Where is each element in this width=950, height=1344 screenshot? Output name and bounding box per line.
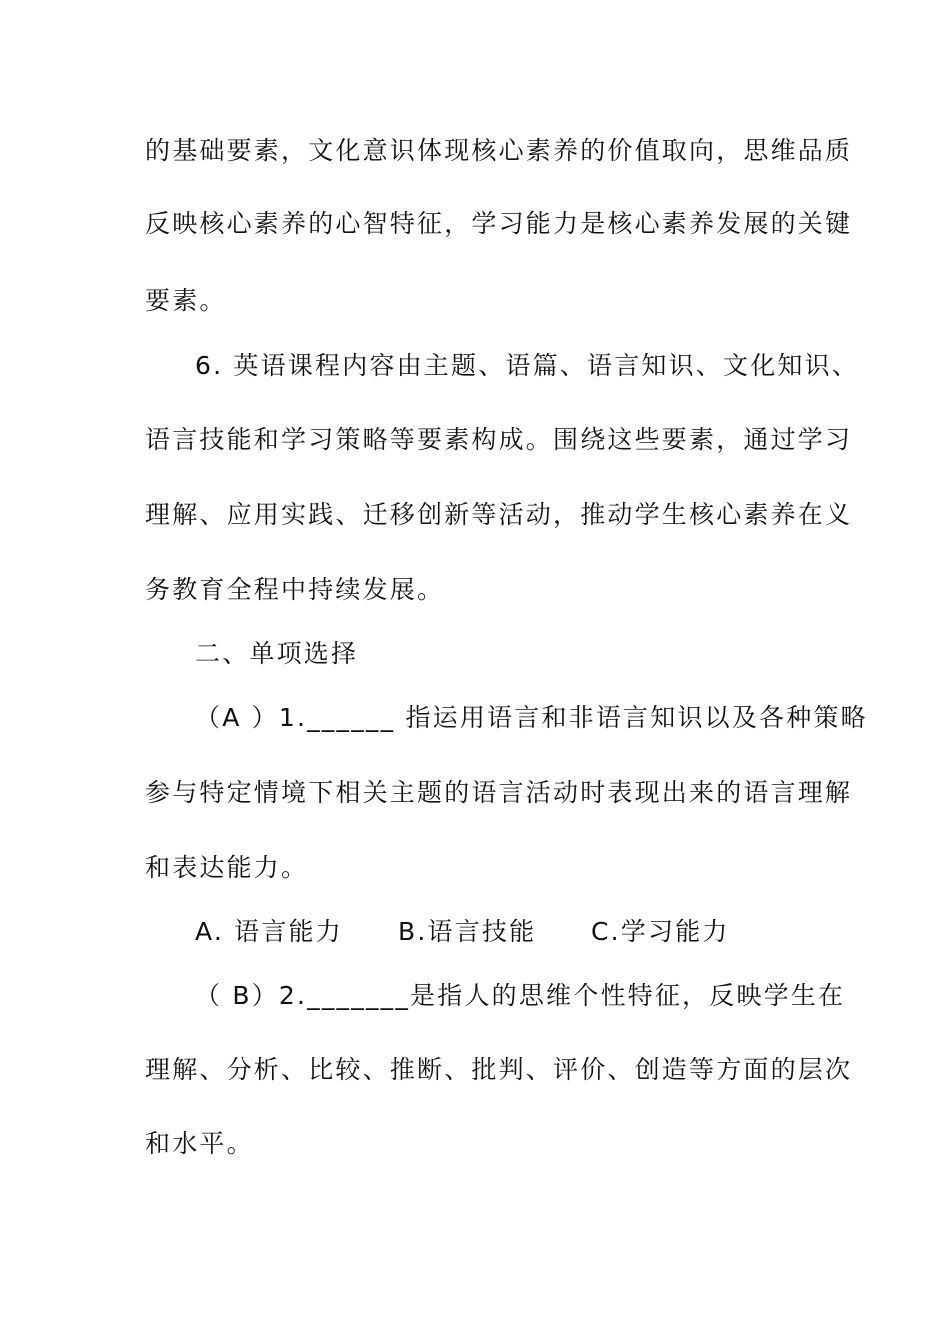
item-6-first-line: 6. 英语课程内容由主题、语篇、语言知识、文化知识、 xyxy=(195,351,860,380)
text-line: 反映核心素养的心智特征，学习能力是核心素养发展的关键 xyxy=(145,209,853,238)
text-line: 理解、应用实践、迁移创新等活动，推动学生核心素养在义 xyxy=(145,500,853,529)
question-2: （ B）2._______是指人的思维个性特征，反映学生在 xyxy=(195,981,846,1010)
text-line: 和表达能力。 xyxy=(145,853,309,882)
text-line: 的基础要素，文化意识体现核心素养的价值取向，思维品质 xyxy=(145,136,853,165)
option-a: A. 语言能力 xyxy=(195,917,343,946)
option-b: B.语言技能 xyxy=(398,917,537,946)
question-1-options xyxy=(195,912,795,952)
text-line: 务教育全程中持续发展。 xyxy=(145,575,445,604)
text-line: 理解、分析、比较、推断、批判、评价、创造等方面的层次 xyxy=(145,1055,853,1084)
question-1: （A ）1.______ 指运用语言和非语言知识以及各种策略 xyxy=(195,703,868,732)
section-heading: 二、单项选择 xyxy=(195,639,359,668)
text-line: 和水平。 xyxy=(145,1129,254,1158)
option-c: C.学习能力 xyxy=(591,917,730,946)
text-line: 参与特定情境下相关主题的语言活动时表现出来的语言理解 xyxy=(145,778,853,807)
text-line: 语言技能和学习策略等要素构成。围绕这些要素，通过学习 xyxy=(145,425,853,454)
text-line: 要素。 xyxy=(145,286,227,315)
